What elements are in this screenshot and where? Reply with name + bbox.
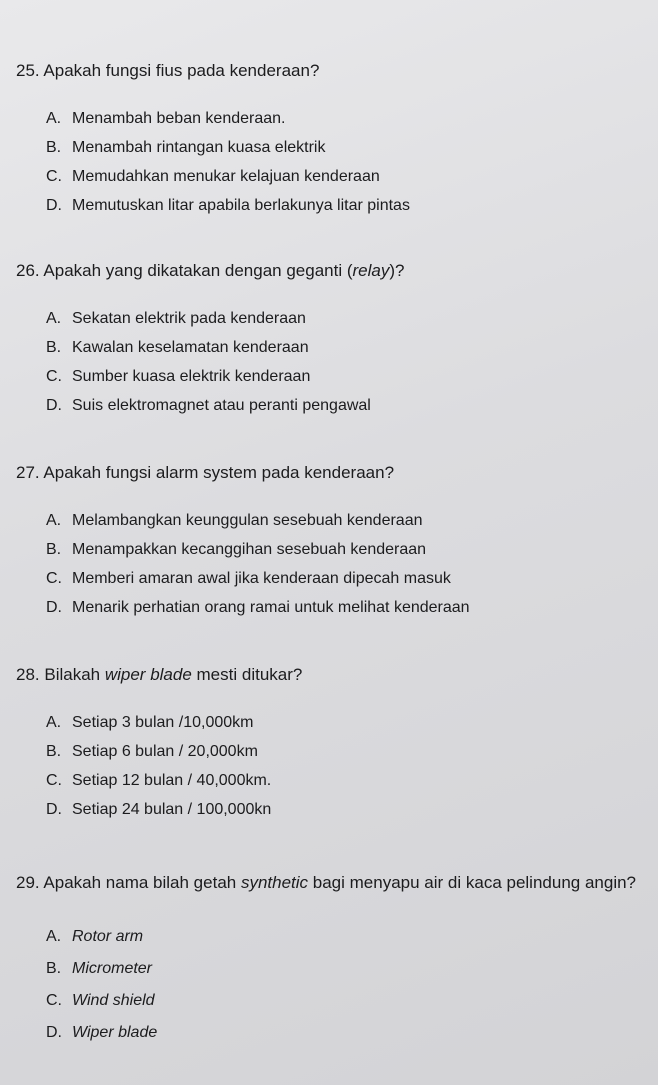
option-text: Sekatan elektrik pada kenderaan [72, 310, 306, 327]
option-letter: A. [46, 110, 62, 127]
question-title [16, 260, 652, 282]
title-text: )? [389, 261, 405, 280]
option-letter: D. [46, 599, 62, 616]
option-letter: A. [46, 512, 62, 529]
question-25 [16, 60, 652, 225]
options-list [16, 511, 652, 627]
title-italic-term: relay [352, 261, 390, 280]
option-text: Melambangkan keunggulan sesebuah kenderaan [72, 512, 423, 529]
option-a [46, 511, 652, 540]
option-letter: C. [46, 570, 62, 587]
title-text: 29. Apakah nama bilah getah [16, 873, 241, 892]
option-text: Kawalan keselamatan kenderaan [72, 339, 309, 356]
option-b [46, 742, 652, 771]
option-b [46, 338, 652, 367]
option-text: Menampakkan kecanggihan sesebuah kenderaan [72, 541, 427, 558]
question-title: 25. Apakah fungsi fius pada kenderaan? [16, 61, 320, 80]
options-list [16, 927, 652, 1055]
question-title: 27. Apakah fungsi alarm system pada kenderaan? [16, 463, 395, 482]
option-letter: B. [46, 960, 62, 977]
option-c [46, 569, 652, 598]
option-a [46, 927, 652, 959]
option-letter: C. [46, 992, 62, 1009]
options-list [16, 713, 652, 829]
option-text: Memberi amaran awal jika kenderaan dipecah masuk [72, 570, 451, 587]
question-28 [16, 664, 652, 829]
option-b [46, 138, 652, 167]
option-text: Menarik perhatian orang ramai untuk melihat kenderaan [72, 599, 470, 616]
options-list [16, 109, 652, 225]
option-letter: D. [46, 1024, 62, 1041]
title-italic-term: synthetic [240, 873, 309, 892]
title-text: bagi menyapu air di kaca pelindung angin? [308, 873, 637, 892]
title-text: mesti ditukar? [191, 665, 303, 684]
question-29 [16, 872, 652, 1055]
option-letter: C. [46, 368, 62, 385]
option-letter: A. [46, 928, 62, 945]
option-d [46, 396, 652, 425]
option-a [46, 713, 652, 742]
title-text: 26. Apakah yang dikatakan dengan geganti ( [16, 261, 353, 280]
option-text: Suis elektromagnet atau peranti pengawal [72, 397, 371, 414]
option-text: Memudahkan menukar kelajuan kenderaan [72, 168, 380, 185]
option-text: Wiper blade [72, 1024, 158, 1041]
option-d [46, 598, 652, 627]
option-text: Menambah beban kenderaan. [72, 110, 286, 127]
option-text: Wind shield [72, 992, 155, 1009]
question-26 [16, 260, 652, 425]
option-letter: C. [46, 772, 62, 789]
option-letter: A. [46, 310, 62, 327]
option-text: Setiap 12 bulan / 40,000km. [72, 772, 272, 789]
option-letter: B. [46, 339, 62, 356]
question-27 [16, 462, 652, 627]
option-letter: B. [46, 541, 62, 558]
option-b [46, 959, 652, 991]
option-text: Rotor arm [72, 928, 144, 945]
option-letter: B. [46, 743, 62, 760]
option-c [46, 991, 652, 1023]
option-letter: A. [46, 714, 62, 731]
option-letter: C. [46, 168, 62, 185]
title-text: 28. Bilakah [16, 665, 105, 684]
option-c [46, 367, 652, 396]
option-d [46, 1023, 652, 1055]
option-letter: B. [46, 139, 62, 156]
option-text: Setiap 3 bulan /10,000km [72, 714, 254, 731]
option-letter: D. [46, 197, 62, 214]
option-letter: D. [46, 397, 62, 414]
option-c [46, 167, 652, 196]
option-d [46, 196, 652, 225]
option-text: Setiap 6 bulan / 20,000km [72, 743, 258, 760]
option-text: Sumber kuasa elektrik kenderaan [72, 368, 311, 385]
options-list [16, 309, 652, 425]
question-title [16, 872, 652, 894]
option-text: Memutuskan litar apabila berlakunya litar pintas [72, 197, 410, 214]
option-a [46, 109, 652, 138]
option-b [46, 540, 652, 569]
question-title [16, 664, 652, 686]
option-text: Setiap 24 bulan / 100,000kn [72, 801, 272, 818]
option-d [46, 800, 652, 829]
option-c [46, 771, 652, 800]
option-text: Micrometer [72, 960, 153, 977]
option-letter: D. [46, 801, 62, 818]
title-italic-term: wiper blade [104, 665, 192, 684]
option-a [46, 309, 652, 338]
option-text: Menambah rintangan kuasa elektrik [72, 139, 326, 156]
